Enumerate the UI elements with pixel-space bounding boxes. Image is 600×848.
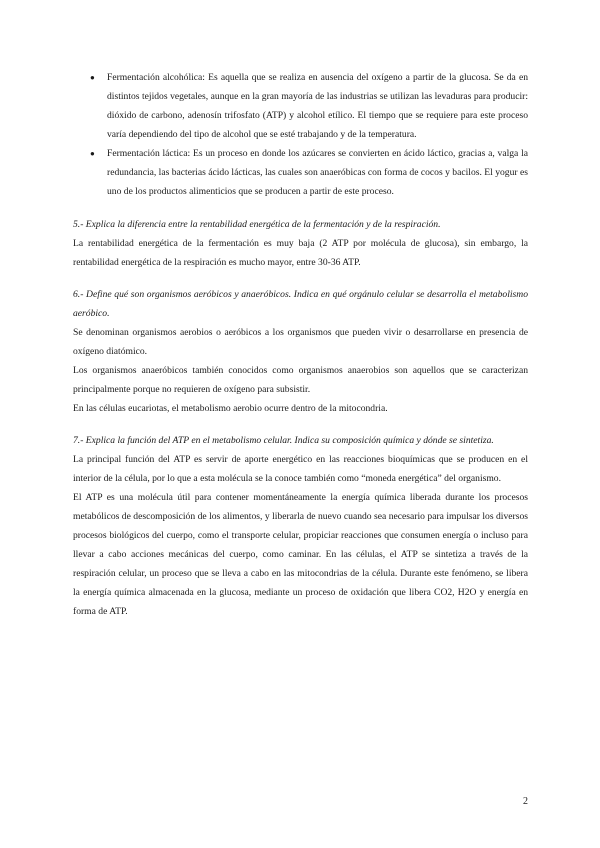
answer-7-paragraph: El ATP es una molécula útil para contener momentáneamente la energía química liberada durante los procesos metabólicos de descomposición de los alimentos, y liberarla de nuevo cuando sea necesario para impulsar los diversos procesos biológicos del cuerpo, como el transporte celular, propiciar reacciones que consumen energía o incluso para llevar a cabo acciones mecánicas del cuerpo, como caminar. En las células, el ATP se sintetiza a través de la respiración celular, un proceso que se lleva a cabo en las mitocondrias de la célula. Durante este fenómeno, se libera la energía química almacenada en la glucosa, mediante un proceso de oxidación que libera CO2, H2O y energía en forma de ATP. <box>73 492 528 617</box>
bullet-icon: ● <box>90 73 95 82</box>
answer-6-paragraph: En las células eucariotas, el metabolismo aerobio ocurre dentro de la mitocondria. <box>73 403 388 414</box>
list-item <box>73 144 528 201</box>
fermentation-list <box>73 68 528 201</box>
answer-5: La rentabilidad energética de la fermentación es muy baja (2 ATP por molécula de glucosa), sin embargo, la rentabilidad energética de la respiración es mucho mayor, entre 30-36 ATP. <box>73 238 528 268</box>
question-7: 7.- Explica la función del ATP en el metabolismo celular. Indica su composición química y dónde se sintetiza. <box>73 435 494 446</box>
bullet-icon: ● <box>90 149 95 158</box>
list-item-text: Fermentación láctica: Es un proceso en donde los azúcares se convierten en ácido láctico, gracias a, valga la redundancia, las bacterias ácido lácticas, las cuales son anaeróbicas con forma de cocos y bacilos. El yogur es uno de los productos alimenticios que se producen a partir de este proceso. <box>107 148 528 197</box>
spacer <box>73 418 528 431</box>
answer-6-paragraph: Se denominan organismos aerobios o aeróbicos a los organismos que pueden vivir o desarrollarse en presencia de oxígeno diatómico. <box>73 327 528 357</box>
page-number: 2 <box>523 796 528 807</box>
list-item <box>73 68 528 144</box>
list-item-text: Fermentación alcohólica: Es aquella que se realiza en ausencia del oxígeno a partir de la glucosa. Se da en distintos tejidos vegetales, aunque en la gran mayoría de las industrias se utilizan las levaduras para producir: dióxido de carbono, adenosín trifosfato (ATP) y alcohol etílico. El tiempo que se requiere para este proceso varía dependiendo del tipo de alcohol que se esté trabajando y de la temperatura. <box>107 72 528 140</box>
question-6: 6.- Define qué son organismos aeróbicos y anaeróbicos. Indica en qué orgánulo celular se desarrolla el metabolismo aeróbico. <box>73 289 528 319</box>
question-5: 5.- Explica la diferencia entre la rentabilidad energética de la fermentación y de la respiración. <box>73 219 441 230</box>
page-content <box>73 68 528 621</box>
spacer <box>73 272 528 285</box>
answer-6-paragraph: Los organismos anaeróbicos también conocidos como organismos anaerobios son aquellos que se caracterizan principalmente porque no requieren de oxígeno para subsistir. <box>73 365 528 395</box>
answer-7-paragraph: La principal función del ATP es servir de aporte energético en las reacciones bioquímicas que se producen en el interior de la célula, por lo que a esta molécula se la conoce también como “moneda energética” del organismo. <box>73 454 528 484</box>
